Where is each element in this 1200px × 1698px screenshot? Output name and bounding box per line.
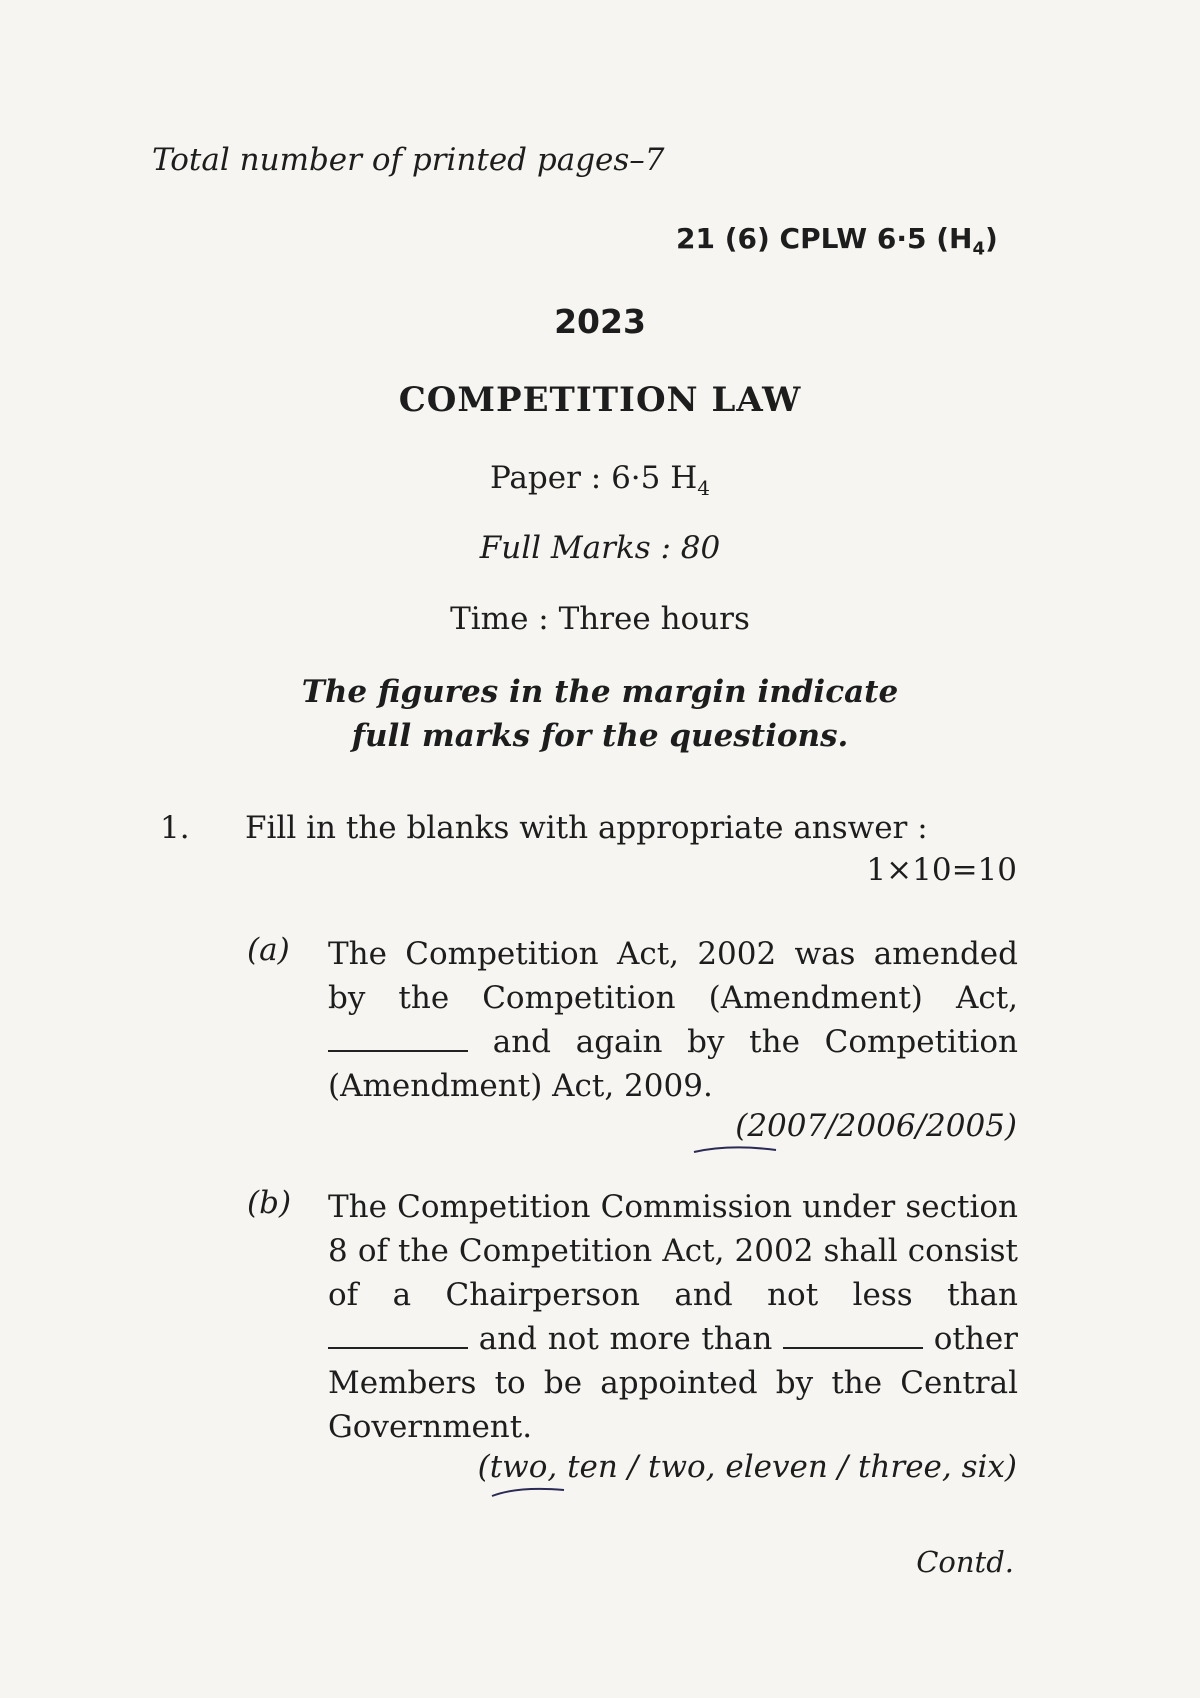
pen-underline-a [690, 1142, 780, 1162]
blank-b-2[interactable] [783, 1323, 923, 1349]
subject-title: COMPETITION LAW [398, 380, 802, 420]
question-marks: 1×10=10 [866, 852, 1017, 888]
paper-number: Paper : 6·5 $H_4$ [489, 460, 711, 501]
sub-question-a-text: The Competition Act, 2002 was amended by the Competition (Amendment) Act, and again by the Competition (Amendment) Act, 2009. [328, 936, 1018, 1104]
blank-b-1[interactable] [328, 1323, 468, 1349]
pen-underline-b [488, 1484, 568, 1502]
continued-note: Contd. [916, 1545, 1014, 1579]
instruction-line-1: The figures in the margin indicate [301, 674, 899, 710]
total-pages-note: Total number of printed pages–7 [152, 142, 665, 178]
exam-year: 2023 [554, 302, 646, 341]
sub-question-a-options: (2007/2006/2005) [735, 1108, 1017, 1144]
question-text: Fill in the blanks with appropriate answer : [245, 810, 928, 846]
full-marks: Full Marks : 80 [479, 530, 721, 566]
question-number: 1. [160, 810, 190, 846]
instructions [0, 670, 1200, 758]
exam-time: Time : Three hours [450, 601, 750, 637]
instruction-line-2: full marks for the questions. [351, 718, 849, 754]
paper-code: 21 (6) CPLW 6·5 $(H_4)$ [676, 222, 998, 260]
sub-question-b-text: The Competition Commission under section 8 of the Competition Act, 2002 shall consist of a Chairperson and not less than and not more than other Members to be appointed by the Central Government. [328, 1189, 1019, 1445]
blank-a[interactable] [328, 1026, 468, 1052]
sub-question-label-a: (a) [247, 932, 290, 968]
sub-question-b-options: (two, ten / two, eleven / three, six) [477, 1449, 1017, 1485]
sub-question-label-b: (b) [247, 1185, 292, 1221]
